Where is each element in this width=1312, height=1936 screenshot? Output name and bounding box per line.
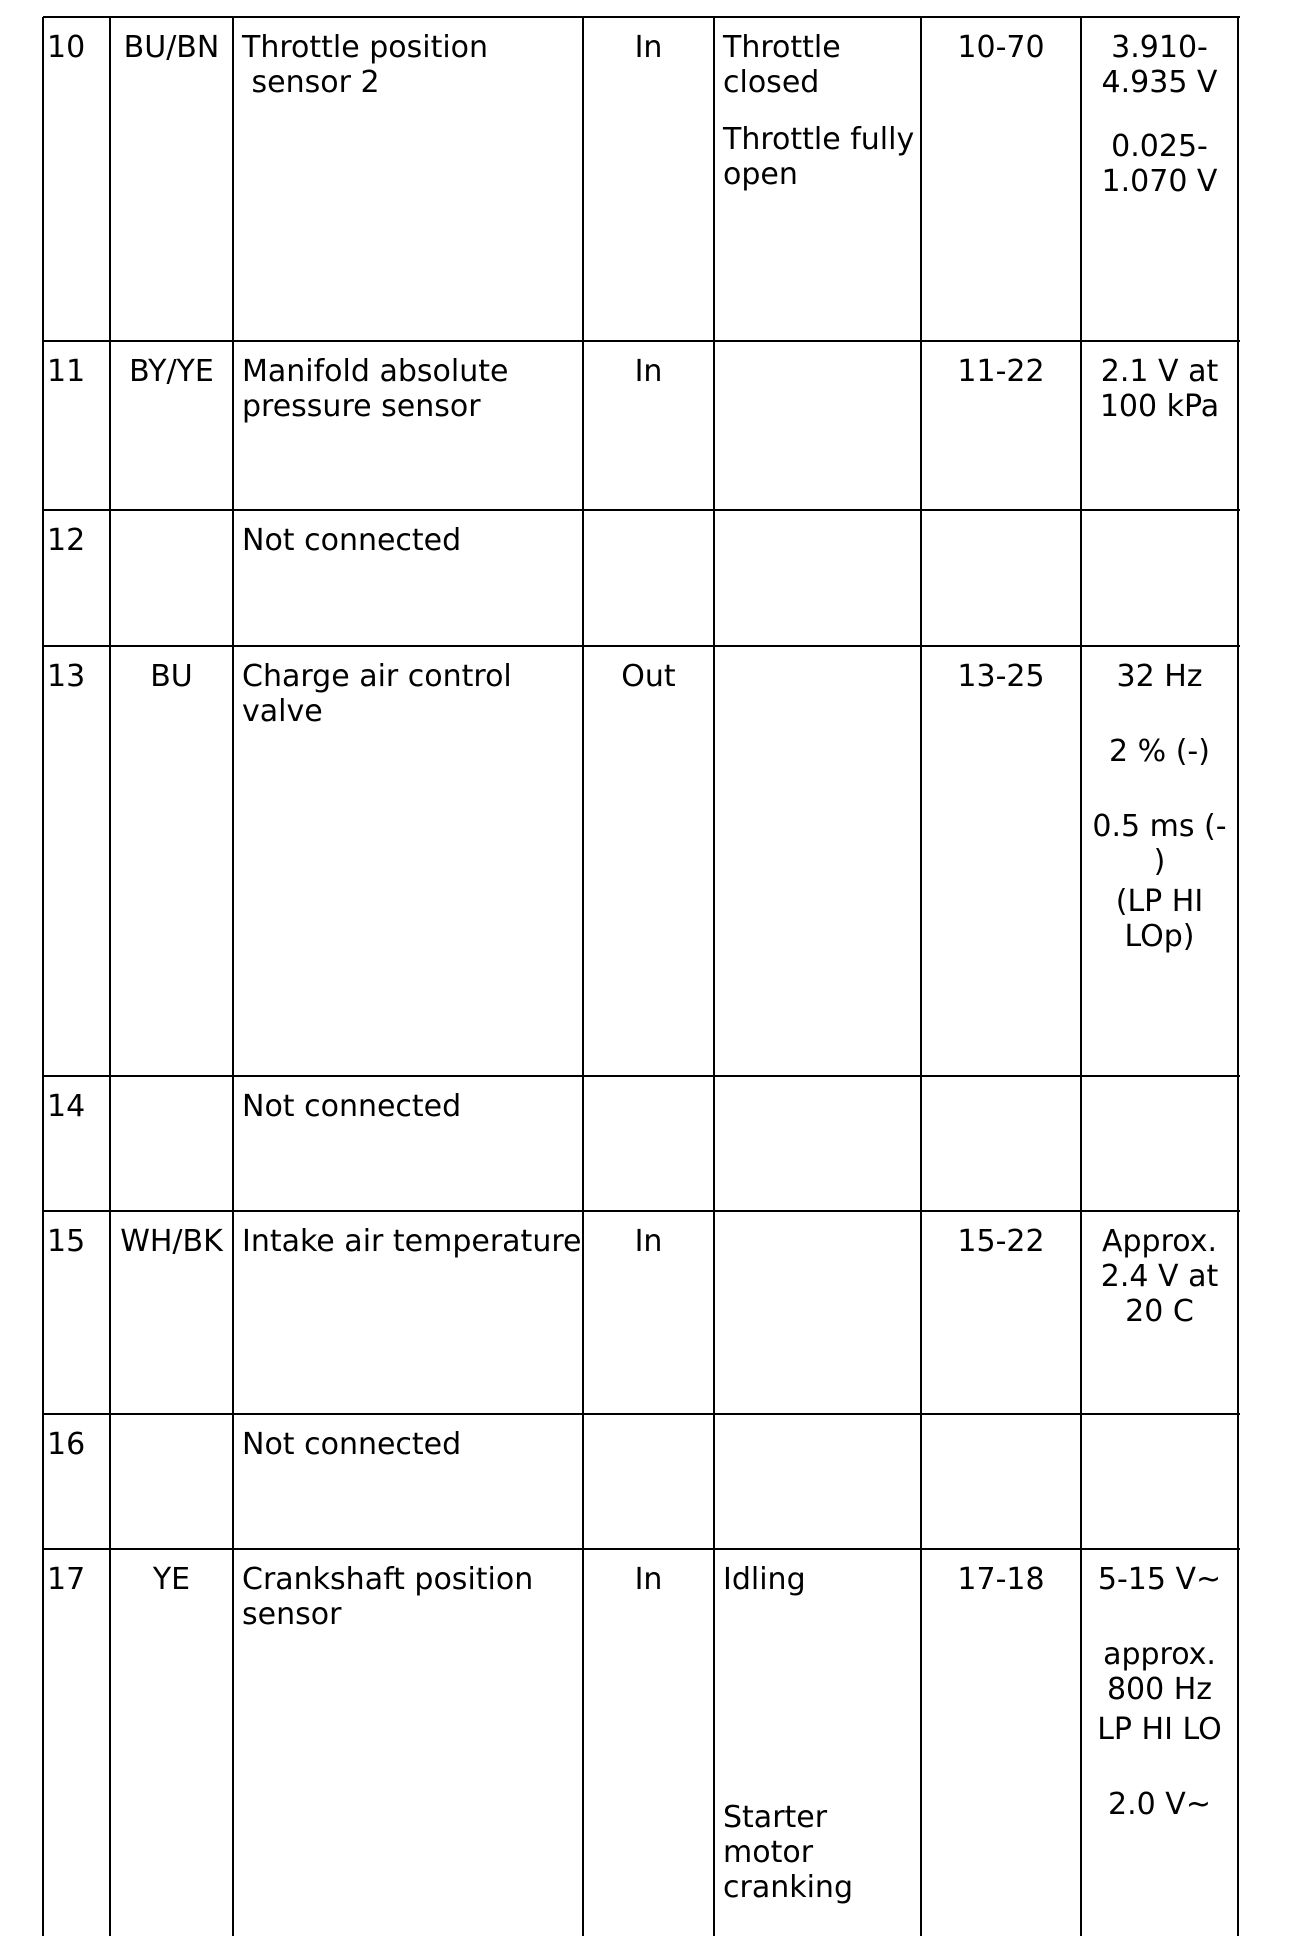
pin-number: 14 (47, 1089, 86, 1124)
pin-number: 15 (47, 1224, 86, 1259)
signal-direction: In (634, 354, 663, 389)
nominal-value: 3.910- (1111, 30, 1208, 65)
table-rule-horizontal (43, 1548, 1240, 1550)
signal-description: Not connected (242, 523, 462, 558)
signal-description: Not connected (242, 1089, 462, 1124)
pin-number: 11 (47, 354, 86, 389)
signal-direction: In (634, 30, 663, 65)
signal-description: valve (242, 694, 323, 729)
wire-color: BU (150, 659, 193, 694)
wire-color: BY/YE (129, 354, 214, 389)
measuring-pins: 15-22 (957, 1224, 1045, 1259)
measuring-pins: 17-18 (957, 1562, 1045, 1597)
table-rule-horizontal (43, 1075, 1240, 1077)
nominal-value: 20 C (1125, 1294, 1194, 1329)
signal-direction: In (634, 1224, 663, 1259)
test-condition: Throttle fully (723, 122, 915, 157)
nominal-value: 2.0 V~ (1108, 1787, 1211, 1822)
table-rule-horizontal (43, 1413, 1240, 1415)
measuring-pins: 11-22 (957, 354, 1045, 389)
nominal-value: 2.4 V at (1100, 1259, 1219, 1294)
test-condition: Starter (723, 1800, 828, 1835)
nominal-value: Approx. (1101, 1224, 1217, 1259)
signal-description: Manifold absolute (242, 354, 509, 389)
signal-direction: In (634, 1562, 663, 1597)
nominal-value: 0.5 ms (- (1092, 809, 1227, 844)
test-condition: motor (723, 1835, 814, 1870)
table-rule-horizontal (43, 16, 1240, 18)
test-condition: cranking (723, 1870, 853, 1905)
nominal-value: LOp) (1124, 919, 1195, 954)
nominal-value: 2 % (-) (1109, 734, 1210, 769)
table-rule-vertical (232, 17, 234, 1936)
table-rule-vertical (920, 17, 922, 1936)
test-condition: closed (723, 65, 820, 100)
table-rule-horizontal (43, 1210, 1240, 1212)
test-condition: Throttle (723, 30, 841, 65)
signal-description: Throttle position (242, 30, 489, 65)
signal-description: Charge air control (242, 659, 512, 694)
nominal-value: 32 Hz (1116, 659, 1203, 694)
nominal-value: 1.070 V (1101, 164, 1218, 199)
wire-color: YE (152, 1562, 191, 1597)
table-rule-vertical (713, 17, 715, 1936)
signal-direction: Out (621, 659, 676, 694)
test-condition: Idling (723, 1562, 806, 1597)
table-rule-vertical (42, 17, 44, 1936)
pin-number: 13 (47, 659, 86, 694)
table-rule-horizontal (43, 509, 1240, 511)
table-rule-vertical (109, 17, 111, 1936)
wire-color: WH/BK (120, 1224, 223, 1259)
table-rule-horizontal (43, 340, 1240, 342)
nominal-value: 2.1 V at (1100, 354, 1219, 389)
signal-description: sensor (242, 1597, 342, 1632)
measuring-pins: 13-25 (957, 659, 1045, 694)
nominal-value: LP HI LO (1097, 1712, 1222, 1747)
table-rule-vertical (582, 17, 584, 1936)
nominal-value: 800 Hz (1106, 1672, 1213, 1707)
signal-description: Not connected (242, 1427, 462, 1462)
signal-description: Intake air temperature (242, 1224, 582, 1259)
nominal-value: 4.935 V (1101, 65, 1218, 100)
nominal-value: 5-15 V~ (1097, 1562, 1222, 1597)
signal-description: Crankshaft position (242, 1562, 534, 1597)
pin-number: 16 (47, 1427, 86, 1462)
pin-number: 17 (47, 1562, 86, 1597)
nominal-value: (LP HI (1115, 884, 1204, 919)
signal-description: sensor 2 (242, 65, 380, 100)
pin-number: 12 (47, 523, 86, 558)
nominal-value: approx. (1103, 1637, 1216, 1672)
pin-number: 10 (47, 30, 86, 65)
measuring-pins: 10-70 (957, 30, 1045, 65)
nominal-value: ) (1153, 844, 1166, 879)
table-rule-horizontal (43, 645, 1240, 647)
wire-color: BU/BN (123, 30, 220, 65)
signal-description: pressure sensor (242, 389, 481, 424)
nominal-value: 100 kPa (1099, 389, 1220, 424)
nominal-value: 0.025- (1111, 129, 1208, 164)
test-condition: open (723, 157, 798, 192)
